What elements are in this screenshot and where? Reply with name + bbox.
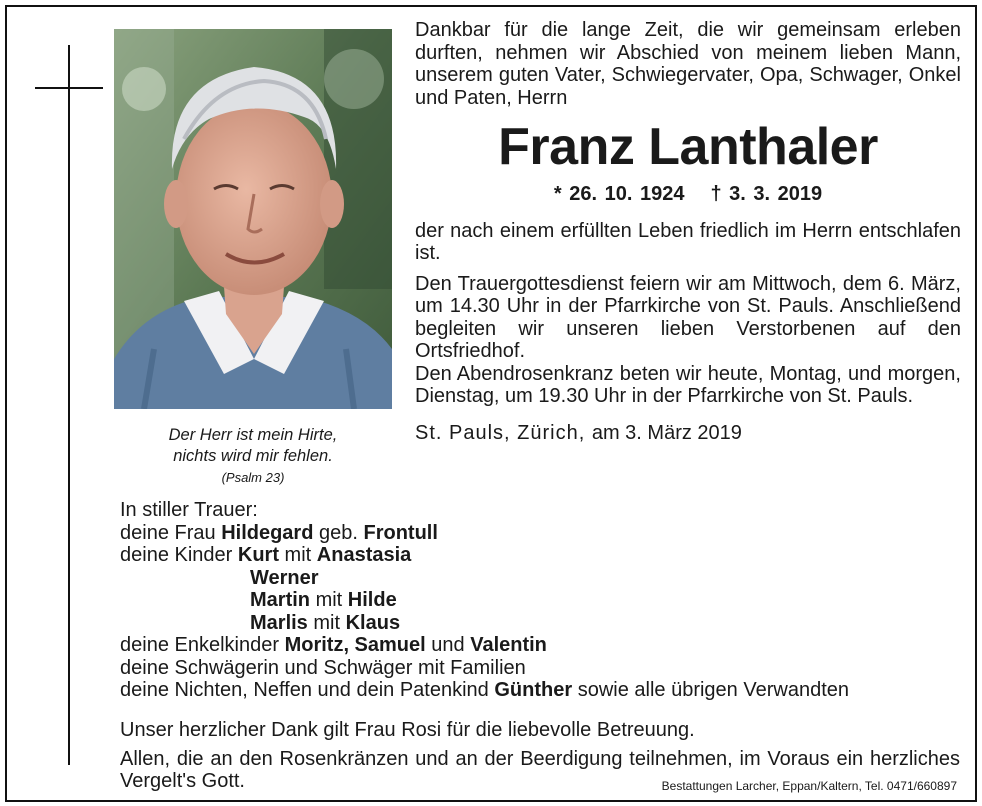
mourner-wife [120,522,970,545]
child-name: Marlis [250,611,308,634]
thanks-caregiver: Unser herzlicher Dank gilt Frau Rosi für die liebevolle Betreuung. [120,719,695,741]
mourners-list [120,499,970,702]
mourner-grandchildren [120,634,970,657]
child-name: Werner [250,566,319,589]
wife-maiden-name: Frontull [363,521,438,544]
relatives-suffix: sowie alle übrigen Verwandten [577,679,849,701]
mourner-child [120,567,970,590]
wife-name: Hildegard [221,521,314,544]
psalm-line-1: Der Herr ist mein Hirte, [168,426,338,444]
mourner-child [120,589,970,612]
mit-word: mit [313,611,341,634]
und-word: und [431,634,465,656]
godchild-name: Günther [494,679,573,701]
mourner-inlaws: deine Schwägerin und Schwäger mit Familien [120,656,526,679]
child-name: Martin [250,589,310,611]
mourner-children [120,544,970,567]
partner-name: Klaus [345,611,401,634]
funeral-home: Bestattungen Larcher, Eppan/Kaltern, Tel. 0471/660897 [661,779,957,793]
grandchild-name: Valentin [470,634,547,656]
place: St. Pauls, Zürich, [415,421,586,444]
deceased-name: Franz Lanthaler [498,118,878,176]
psalm-line-2: nichts wird mir fehlen. [173,447,333,465]
psalm-quote [114,425,392,488]
rosary-paragraph: Den Abendrosenkranz beten wir heute, Montag, und morgen, Dienstag, um 19.30 Uhr in der Pfarrkirche von St. Pauls. [415,362,961,407]
wife-geb: geb. [319,521,358,544]
announcement-text [415,19,961,444]
grandchildren-names: Moritz, Samuel [284,634,426,656]
passed-paragraph: der nach einem erfüllten Leben friedlich im Herrn entschlafen ist. [415,219,961,264]
mit-word: mit [315,589,343,611]
cross-icon [68,45,70,765]
relatives-prefix: deine Nichten, Neffen und dein Patenkind [120,679,489,701]
children-prefix: deine Kinder [120,544,233,566]
mourners-header: In stiller Trauer: [120,499,258,521]
obituary-frame [5,5,977,802]
life-dates [415,183,961,206]
partner-name: Anastasia [316,544,412,566]
mourner-relatives [120,679,970,702]
mourner-child [120,612,970,635]
death-date: † 3. 3. 2019 [710,183,823,205]
mit-word: mit [284,544,312,566]
place-date [415,422,961,445]
grandchildren-prefix: deine Enkelkinder [120,634,279,656]
intro-paragraph: Dankbar für die lange Zeit, die wir gemeinsam erleben durften, nehmen wir Abschied von meinem lieben Mann, unserem guten Vater, Schwiegervater, Opa, Schwager, Onkel und Paten, Herrn [415,19,961,109]
service-paragraph: Den Trauergottesdienst feiern wir am Mittwoch, dem 6. März, um 14.30 Uhr in der Pfarrkirche von St. Pauls. Anschließend begleiten wir unseren lieben Verstorbenen auf den Ortsfriedhof. [415,272,961,362]
portrait-photo [114,29,392,409]
cross-icon-bar [35,87,103,89]
birth-date: * 26. 10. 1924 [553,183,685,205]
partner-name: Hilde [347,589,397,611]
wife-prefix: deine Frau [120,521,216,544]
thanks-attendees: Allen, die an den Rosenkränzen und an der Beerdigung teilnehmen, im Voraus ein herzliches Vergelt's Gott. [120,747,960,792]
psalm-reference: (Psalm 23) [221,470,285,485]
child-name: Kurt [237,544,279,566]
date: am 3. März 2019 [591,421,742,444]
